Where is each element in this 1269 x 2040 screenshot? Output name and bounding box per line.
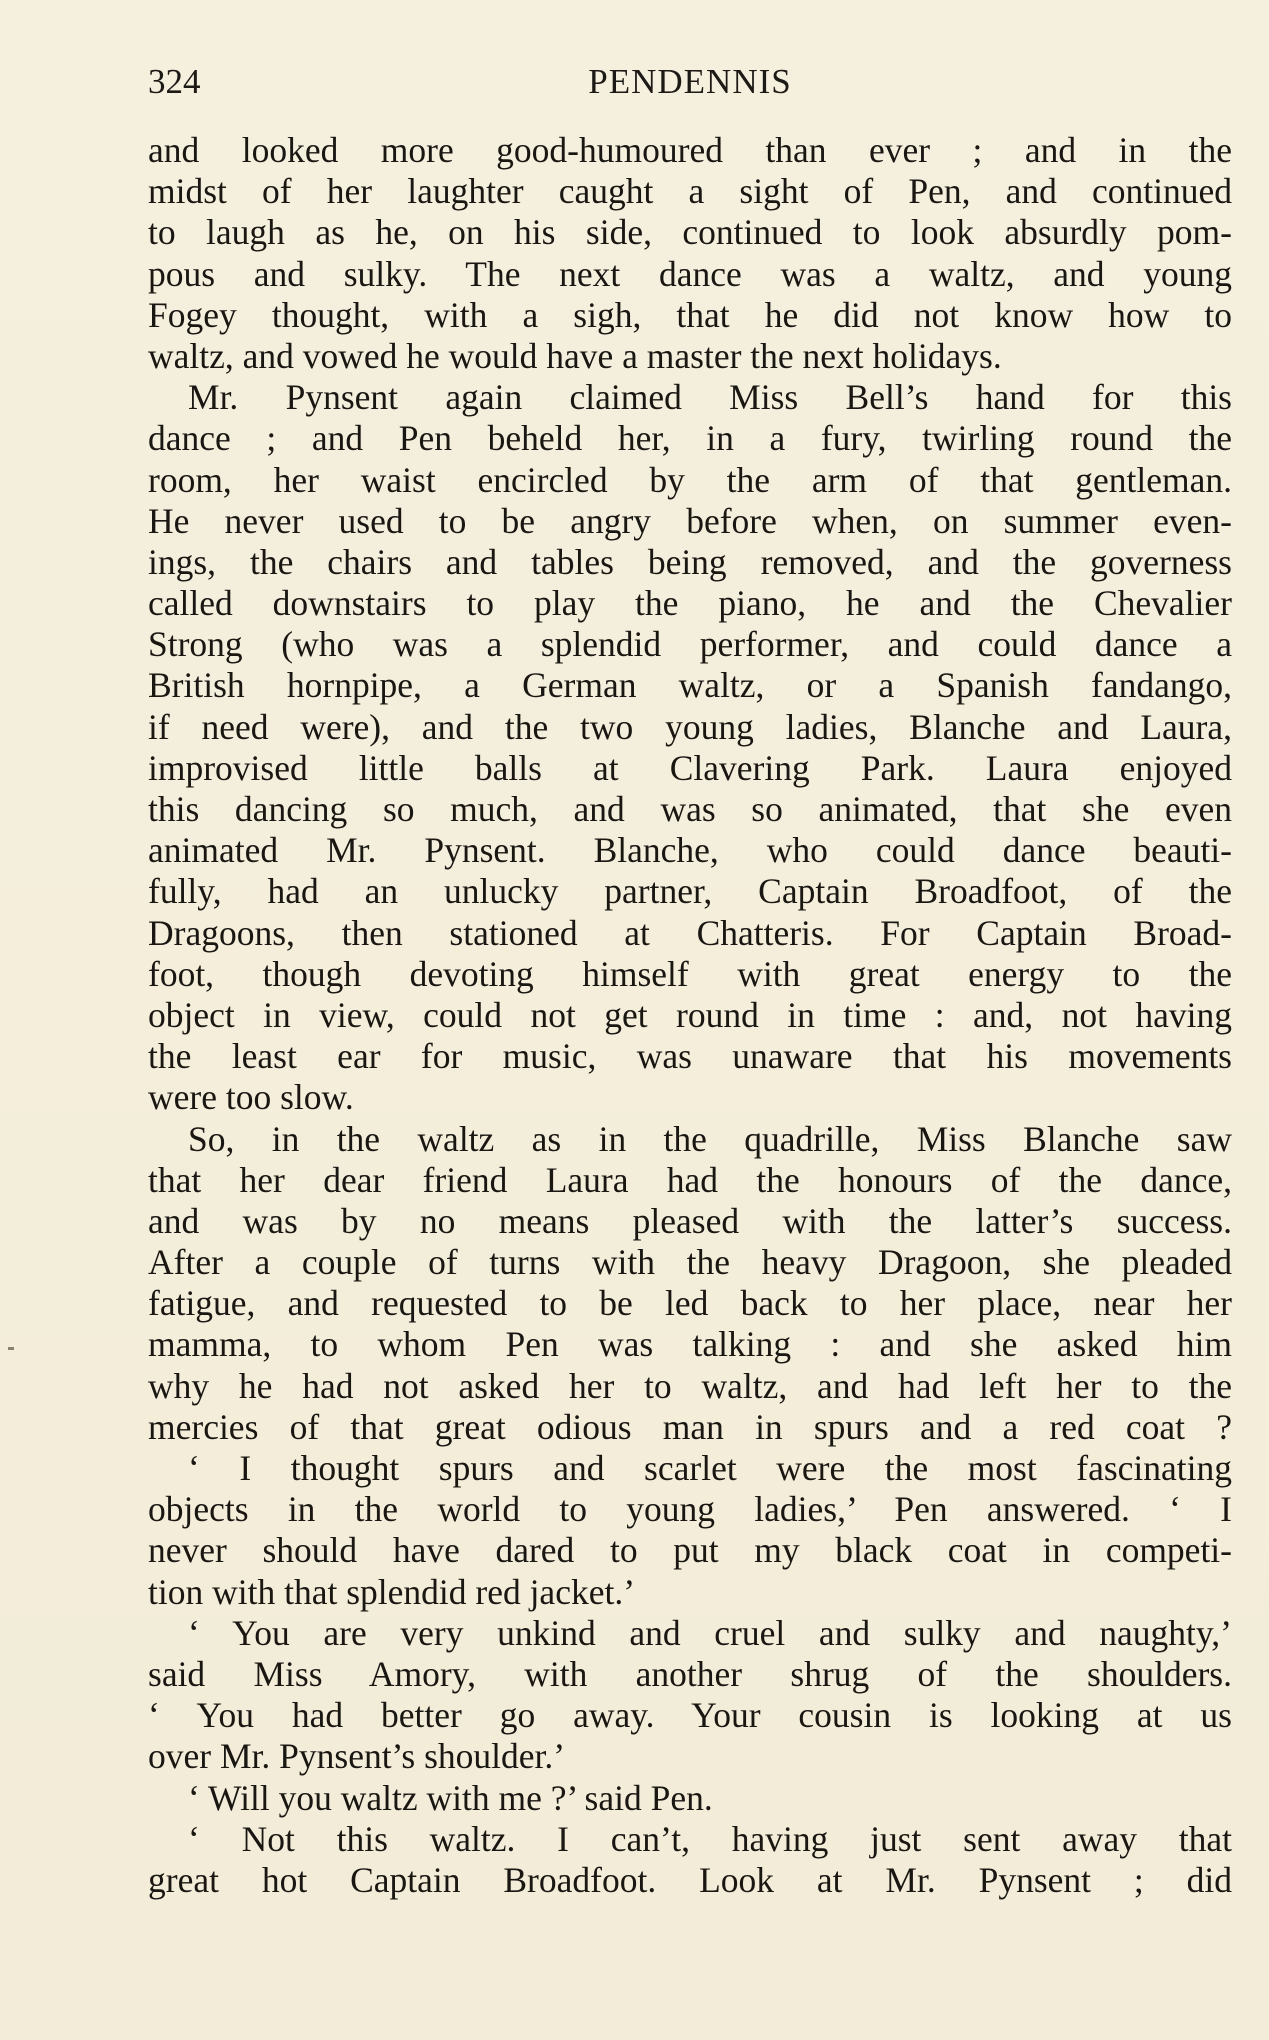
text-line: ings, the chairs and tables being removed, and the governess bbox=[148, 541, 1232, 582]
text-line: waltz, and vowed he would have a master the next holidays. bbox=[148, 335, 1002, 376]
text-line: and was by no means pleased with the latter’s success. bbox=[148, 1200, 1232, 1241]
text-line: ‘ Will you waltz with me ?’ said Pen. bbox=[188, 1777, 713, 1818]
text-line: Fogey thought, with a sigh, that he did not know how to bbox=[148, 294, 1232, 335]
text-line: over Mr. Pynsent’s shoulder.’ bbox=[148, 1736, 566, 1777]
text-line: After a couple of turns with the heavy Dragoon, she pleaded bbox=[148, 1242, 1232, 1283]
text-line: the least ear for music, was unaware that his movements bbox=[148, 1036, 1232, 1077]
text-line: fully, had an unlucky partner, Captain Broadfoot, of the bbox=[148, 871, 1232, 912]
text-line: this dancing so much, and was so animated, that she even bbox=[148, 789, 1232, 829]
text-line: He never used to be angry before when, on summer even- bbox=[148, 500, 1232, 541]
text-line: that her dear friend Laura had the honours of the dance, bbox=[148, 1159, 1232, 1200]
text-line: pous and sulky. The next dance was a waltz, and young bbox=[148, 253, 1232, 294]
text-line: improvised little balls at Clavering Park. Laura enjoyed bbox=[148, 747, 1232, 788]
text-line: ‘ I thought spurs and scarlet were the most fascinating bbox=[188, 1448, 1232, 1488]
text-line: why he had not asked her to waltz, and had left her to the bbox=[148, 1365, 1232, 1406]
text-line: foot, though devoting himself with great energy to the bbox=[148, 953, 1232, 994]
text-line: to laugh as he, on his side, continued to look absurdly pom- bbox=[148, 212, 1232, 253]
text-line: ‘ Not this waltz. I can’t, having just sent away that bbox=[188, 1818, 1232, 1859]
page-number: 324 bbox=[148, 62, 201, 101]
text-line: called downstairs to play the piano, he and the Chevalier bbox=[148, 583, 1232, 624]
text-line: animated Mr. Pynsent. Blanche, who could dance beauti- bbox=[148, 830, 1232, 871]
text-line: were too slow. bbox=[148, 1077, 354, 1118]
text-line: fatigue, and requested to be led back to her place, near her bbox=[148, 1283, 1232, 1324]
text-line: ‘ You are very unkind and cruel and sulky and naughty,’ bbox=[188, 1612, 1232, 1653]
text-line: if need were), and the two young ladies, Blanche and Laura, bbox=[148, 706, 1232, 747]
text-line: mamma, to whom Pen was talking : and she asked him bbox=[148, 1324, 1232, 1365]
margin-speck bbox=[8, 1347, 14, 1350]
text-line: and looked more good-humoured than ever ; and in the bbox=[148, 130, 1232, 170]
text-line: So, in the waltz as in the quadrille, Miss Blanche saw bbox=[188, 1118, 1232, 1159]
text-line: mercies of that great odious man in spurs and a red coat ? bbox=[148, 1406, 1232, 1447]
text-line: ‘ You had better go away. Your cousin is looking at us bbox=[148, 1695, 1232, 1736]
text-line: British hornpipe, a German waltz, or a Spanish fandango, bbox=[148, 665, 1232, 706]
text-line: midst of her laughter caught a sight of Pen, and continued bbox=[148, 171, 1232, 212]
text-line: dance ; and Pen beheld her, in a fury, twirling round the bbox=[148, 418, 1232, 459]
text-line: tion with that splendid red jacket.’ bbox=[148, 1571, 636, 1612]
text-line: great hot Captain Broadfoot. Look at Mr. Pynsent ; did bbox=[148, 1859, 1232, 1900]
page-header bbox=[148, 62, 1232, 108]
text-line: Mr. Pynsent again claimed Miss Bell’s hand for this bbox=[188, 377, 1232, 418]
text-line: objects in the world to young ladies,’ Pen answered. ‘ I bbox=[148, 1489, 1232, 1530]
text-line: Dragoons, then stationed at Chatteris. For Captain Broad- bbox=[148, 912, 1232, 953]
text-line: object in view, could not get round in time : and, not having bbox=[148, 994, 1232, 1035]
running-head: PENDENNIS bbox=[588, 62, 792, 101]
text-line: Strong (who was a splendid performer, and could dance a bbox=[148, 624, 1232, 665]
text-line: room, her waist encircled by the arm of that gentleman. bbox=[148, 459, 1232, 500]
text-line: never should have dared to put my black coat in competi- bbox=[148, 1530, 1232, 1571]
body-text bbox=[148, 130, 1232, 1901]
text-line: said Miss Amory, with another shrug of the shoulders. bbox=[148, 1653, 1232, 1694]
